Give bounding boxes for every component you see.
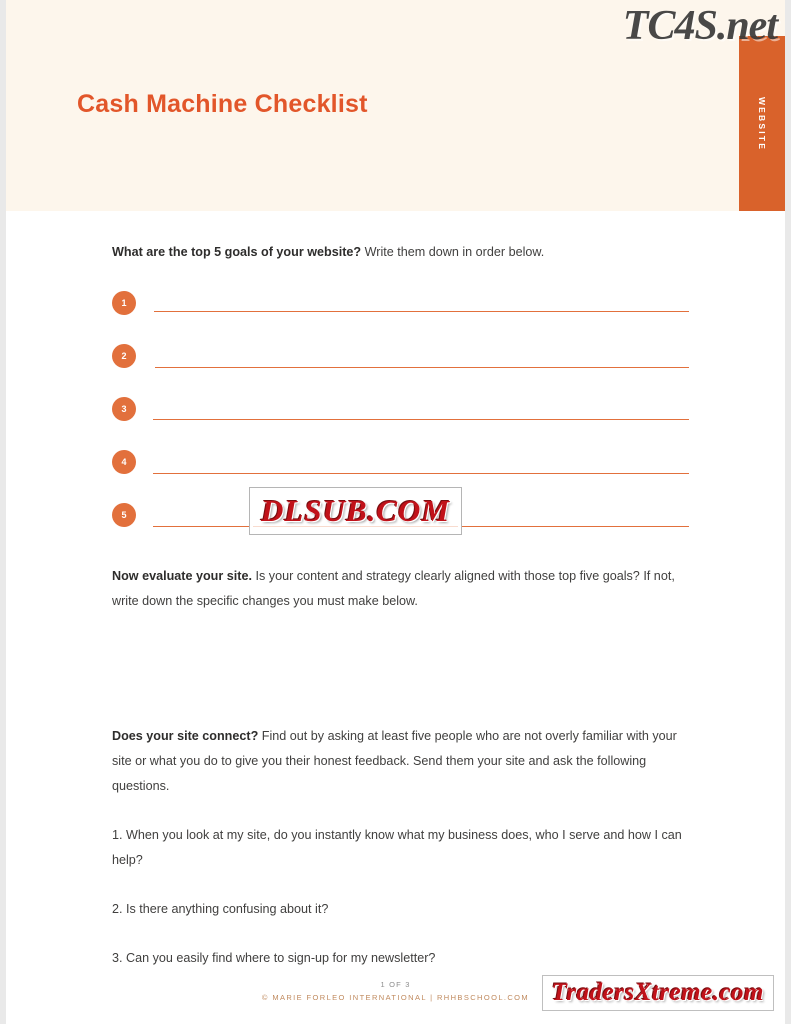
- list-number-badge: 2: [112, 344, 136, 368]
- question-3: 3. Can you easily find where to sign-up for my newsletter?: [112, 951, 436, 965]
- page-gutter-right: [785, 0, 791, 1024]
- list-number-badge: 4: [112, 450, 136, 474]
- list-number-badge: 1: [112, 291, 136, 315]
- watermark-tc4s: TC4S.net: [622, 3, 777, 49]
- evaluate-rest: Is your content and strategy clearly aligned with those top five goals? If not, write down the specific changes you must make below.: [112, 569, 675, 608]
- section-tab-website: [739, 36, 785, 211]
- connect-paragraph: [112, 724, 691, 799]
- connect-bold: Does your site connect?: [112, 729, 259, 743]
- watermark-dlsub: DLSUB.COM: [250, 488, 461, 534]
- copyright-notice: © MARIE FORLEO INTERNATIONAL | RHHBSCHOOL.COM: [261, 993, 530, 1002]
- page-title: Cash Machine Checklist: [77, 90, 368, 118]
- question-2: 2. Is there anything confusing about it?: [112, 902, 329, 916]
- section-tab-label: WEBSITE: [757, 96, 767, 151]
- goals-prompt-bold: What are the top 5 goals of your website?: [112, 245, 362, 259]
- evaluate-bold: Now evaluate your site.: [112, 569, 252, 583]
- connect-rest: Find out by asking at least five people who are not overly familiar with your site or what you do to give you their honest feedback. Send them your site and ask the following questions.: [112, 729, 677, 793]
- question-1: 1. When you look at my site, do you instantly know what my business does, who I serve and how I can help?: [112, 828, 682, 867]
- write-in-line-2[interactable]: [155, 367, 689, 368]
- list-number-badge: 3: [112, 397, 136, 421]
- goals-prompt: [112, 240, 691, 265]
- document-body: [112, 240, 691, 971]
- list-item: [112, 397, 691, 450]
- evaluate-paragraph: [112, 564, 691, 614]
- goals-prompt-rest: Write them down in order below.: [361, 245, 545, 259]
- write-in-line-3[interactable]: [153, 419, 689, 420]
- list-item: [112, 291, 691, 344]
- write-in-line-1[interactable]: [154, 311, 689, 312]
- write-in-line-4[interactable]: [153, 473, 689, 474]
- list-number-badge: 5: [112, 503, 136, 527]
- watermark-tradersxtreme: TradersXtreme.com: [543, 976, 773, 1010]
- list-item: [112, 344, 691, 397]
- page-number: 1 OF 3: [380, 980, 411, 989]
